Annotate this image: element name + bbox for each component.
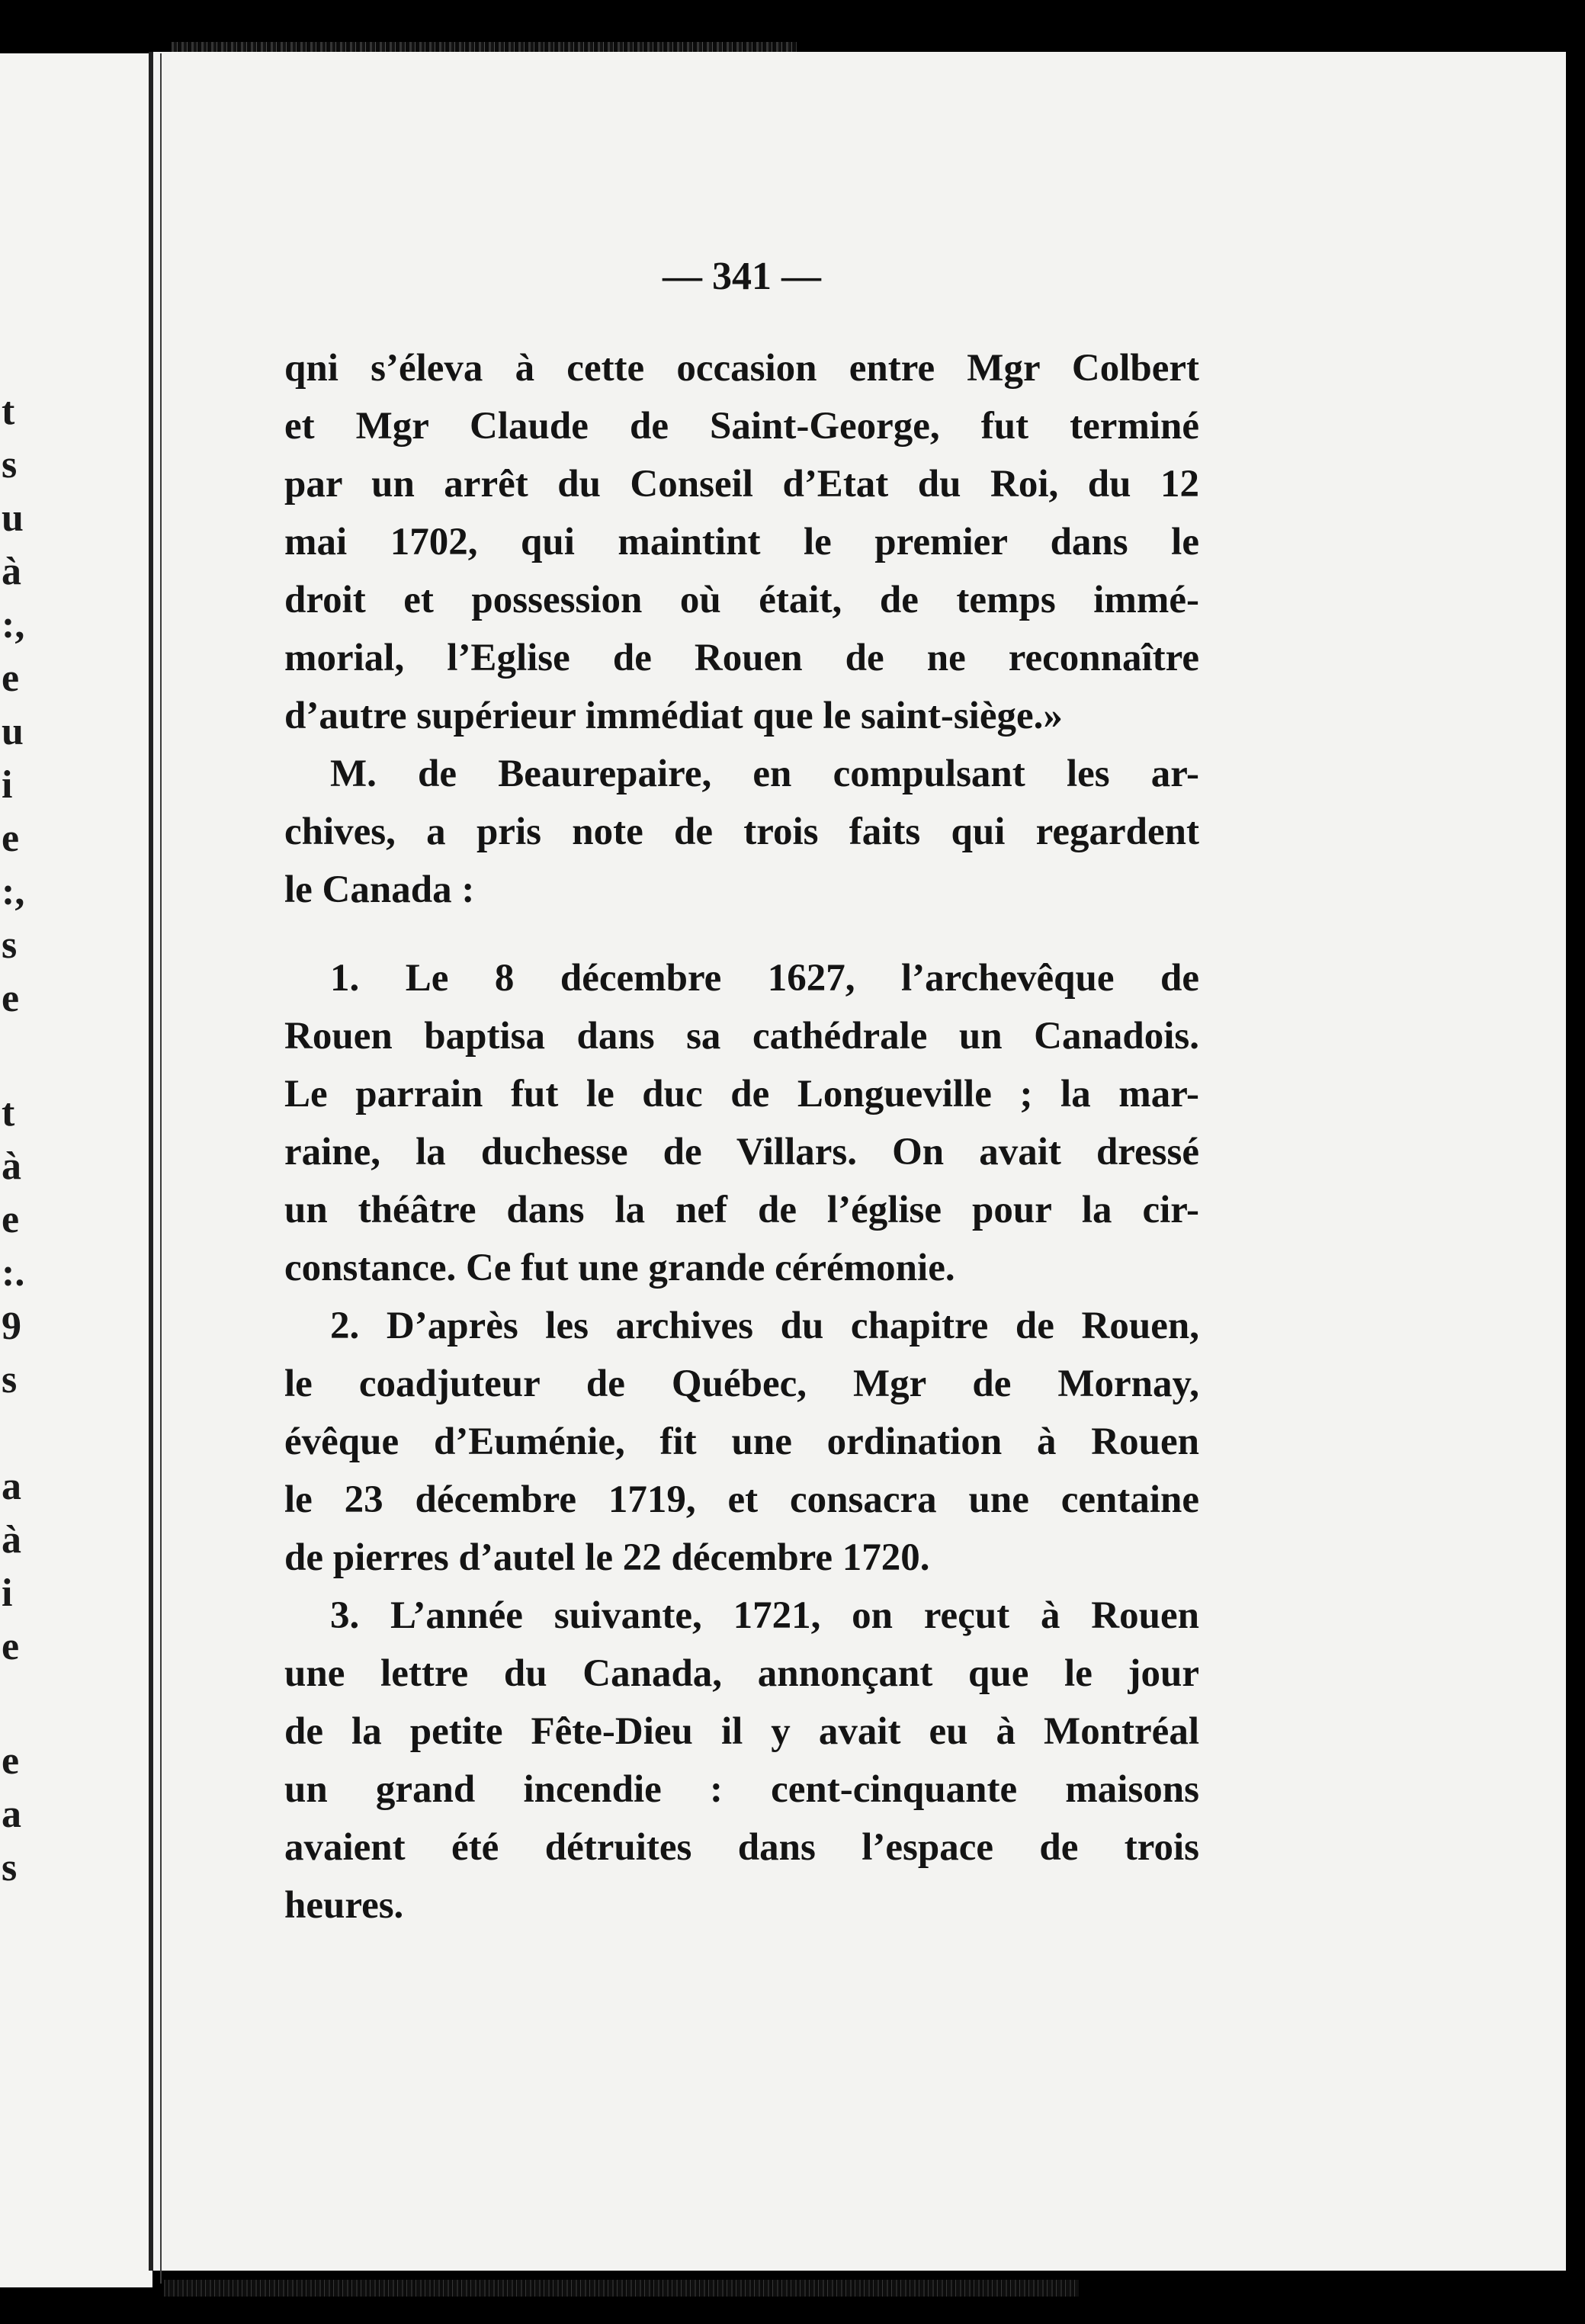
text-line: une lettre du Canada, annonçant que le jour [284, 1652, 1199, 1695]
text-line: le 23 décembre 1719, et consacra une centaine [284, 1478, 1199, 1521]
text-line: heures. [284, 1884, 404, 1927]
previous-page-letter: :. [2, 1251, 25, 1295]
text-line: qni s’éleva à cette occasion entre Mgr Colbert [284, 347, 1199, 390]
previous-page-letter: 9 [2, 1305, 21, 1348]
previous-page-letter: u [2, 496, 24, 540]
scan-edge-noise-bottom [164, 2280, 1079, 2297]
text-line: 2. D’après les archives du chapitre de Rouen, [330, 1305, 1199, 1347]
previous-page-letter: :, [2, 870, 25, 913]
text-line: chives, a pris note de trois faits qui regardent [284, 811, 1199, 853]
text-line: le Canada : [284, 868, 475, 911]
text-line: un grand incendie : cent-cinquante maisons [284, 1768, 1199, 1811]
text-line: M. de Beaurepaire, en compulsant les ar- [330, 753, 1199, 795]
text-line: d’autre supérieur immédiat que le saint-siège.» [284, 695, 1063, 737]
previous-page-letter: t [2, 1091, 15, 1135]
previous-page-letter: à [2, 550, 21, 593]
previous-page-letter: s [2, 923, 18, 967]
previous-page-letter: e [2, 656, 20, 700]
previous-page-letter: u [2, 710, 24, 753]
text-line: raine, la duchesse de Villars. On avait dressé [284, 1131, 1199, 1173]
previous-page-letter: s [2, 443, 18, 486]
previous-page-letter: e [2, 817, 20, 860]
previous-page-letter: i [2, 1571, 13, 1615]
text-line: évêque d’Euménie, fit une ordination à Rouen [284, 1420, 1199, 1463]
text-line: Rouen baptisa dans sa cathédrale un Canadois. [284, 1015, 1199, 1058]
text-line: Le parrain fut le duc de Longueville ; la mar- [284, 1073, 1199, 1115]
previous-page-letter: a [2, 1465, 21, 1508]
text-line: 1. Le 8 décembre 1627, l’archevêque de [330, 957, 1199, 1000]
text-line: le coadjuteur de Québec, Mgr de Mornay, [284, 1363, 1199, 1405]
previous-page-letter: e [2, 1198, 20, 1241]
text-line: un théâtre dans la nef de l’église pour la cir- [284, 1189, 1199, 1231]
previous-page-letter: e [2, 977, 20, 1020]
page-fold-line [160, 53, 162, 2284]
text-line: 3. L’année suivante, 1721, on reçut à Rouen [330, 1594, 1199, 1637]
previous-page-letter: i [2, 763, 13, 807]
text-line: avaient été détruites dans l’espace de trois [284, 1826, 1199, 1869]
previous-page-letter: e [2, 1625, 20, 1668]
previous-page-letter: s [2, 1358, 18, 1401]
text-line: mai 1702, qui maintint le premier dans le [284, 521, 1199, 563]
previous-page-letter: à [2, 1518, 21, 1562]
text-line: de pierres d’autel le 22 décembre 1720. [284, 1536, 930, 1579]
text-line: constance. Ce fut une grande cérémonie. [284, 1247, 955, 1289]
text-line: de la petite Fête-Dieu il y avait eu à Montréal [284, 1710, 1199, 1753]
previous-page-letter: à [2, 1144, 21, 1188]
previous-page-letter: s [2, 1846, 18, 1889]
previous-page-letter: :, [2, 603, 25, 647]
page-number: — 341 — [663, 255, 821, 298]
text-line: par un arrêt du Conseil d’Etat du Roi, du 12 [284, 463, 1199, 506]
previous-page-letter: t [2, 390, 15, 433]
previous-page-letter: e [2, 1739, 20, 1783]
text-line: morial, l’Eglise de Rouen de ne reconnaître [284, 637, 1199, 679]
text-line: et Mgr Claude de Saint-George, fut terminé [284, 405, 1199, 448]
previous-page-letter: a [2, 1793, 21, 1836]
text-line: droit et possession où était, de temps immé- [284, 579, 1199, 621]
